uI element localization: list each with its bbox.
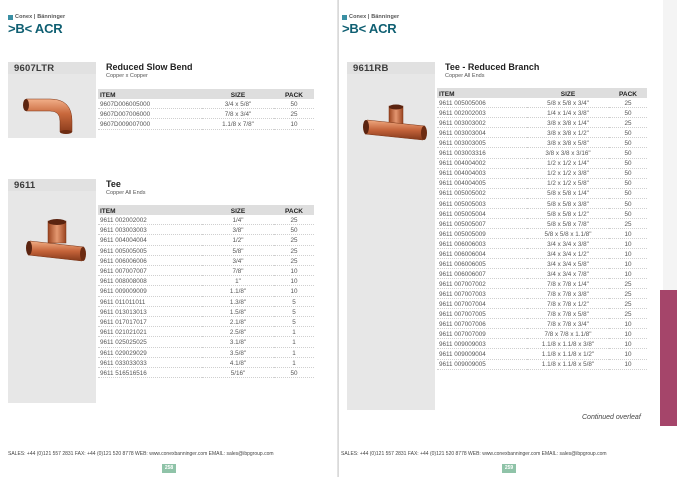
cell-item: 9607D006005000	[98, 100, 202, 109]
cell-size: 5/16"	[202, 369, 274, 378]
table-row	[98, 328, 314, 337]
cell-size: 1.3/8"	[202, 298, 274, 307]
cell-pack: 10	[609, 330, 647, 339]
table-header	[437, 88, 647, 98]
cell-item: 9611 007007007	[98, 267, 202, 276]
cell-item: 9611 006006005	[437, 260, 527, 269]
table-row	[437, 270, 647, 279]
product-section-9607ltr	[8, 62, 314, 142]
table-header	[98, 89, 314, 99]
cell-item: 9611 009009004	[437, 350, 527, 359]
logo-brand-name: Conex | Bänninger	[349, 14, 400, 20]
table-row	[437, 109, 647, 118]
copper-tee-icon	[24, 217, 90, 265]
cell-item: 9611 005005003	[437, 200, 527, 209]
cell-item: 9611 003003004	[437, 129, 527, 138]
cell-size: 1.1/8"	[202, 287, 274, 296]
cell-item: 9611 005005004	[437, 210, 527, 219]
page-footer: SALES: +44 (0)121 557 2831 FAX: +44 (0)121 520 8778 WEB: www.conexbanninger.com EMAIL: sales@ibpgroup.com	[8, 451, 274, 457]
cell-size: 5/8 x 5/8 x 3/4"	[527, 99, 609, 108]
table-row	[98, 216, 314, 225]
brand-logo	[342, 13, 399, 36]
cell-item: 9611 007007002	[437, 280, 527, 289]
copper-reduced-tee-icon	[361, 104, 431, 144]
cell-pack: 50	[609, 109, 647, 118]
cell-item: 9611 006006003	[437, 240, 527, 249]
cell-pack: 50	[609, 200, 647, 209]
table-row	[437, 210, 647, 219]
header-size: SIZE	[230, 208, 246, 215]
cell-item: 9611 003003003	[98, 226, 202, 235]
table-row	[437, 290, 647, 299]
cell-item: 9611 005005002	[437, 189, 527, 198]
cell-size: 1.1/8 x 1.1/8 x 3/8"	[527, 340, 609, 349]
cell-item: 9611 004004004	[98, 236, 202, 245]
cell-size: 7/8 x 3/4"	[202, 110, 274, 119]
cell-pack: 25	[274, 236, 314, 245]
cell-item: 9611 007007006	[437, 320, 527, 329]
cell-pack: 5	[274, 318, 314, 327]
table-row	[98, 236, 314, 245]
product-title: Tee	[106, 179, 121, 189]
cell-pack: 10	[609, 270, 647, 279]
copper-slow-bend-icon	[20, 89, 90, 134]
cell-pack: 25	[609, 220, 647, 229]
header-item: ITEM	[439, 91, 455, 98]
table-row	[437, 179, 647, 188]
table-header	[98, 205, 314, 215]
cell-pack: 25	[609, 280, 647, 289]
cell-size: 3/4 x 3/4 x 3/8"	[527, 240, 609, 249]
cell-pack: 50	[609, 139, 647, 148]
cell-item: 9611 005005007	[437, 220, 527, 229]
cell-item: 9611 007007005	[437, 310, 527, 319]
cell-pack: 50	[274, 369, 314, 378]
cell-size: 5/8"	[202, 247, 274, 256]
product-section-9611	[8, 179, 314, 409]
edge-strip	[663, 0, 677, 290]
table-row	[98, 338, 314, 347]
cell-item: 9611 003003002	[437, 119, 527, 128]
cell-item: 9611 002002003	[437, 109, 527, 118]
table-row	[437, 99, 647, 108]
table-row	[437, 169, 647, 178]
product-heading	[106, 62, 193, 82]
cell-size: 3/4 x 3/4 x 5/8"	[527, 260, 609, 269]
cell-pack: 1	[274, 328, 314, 337]
page-footer: SALES: +44 (0)121 557 2831 FAX: +44 (0)121 520 8778 WEB: www.conexbanninger.com EMAIL: sales@ibpgroup.com	[341, 451, 607, 457]
table-row	[98, 318, 314, 327]
header-pack: PACK	[285, 92, 303, 99]
cell-size: 1.1/8 x 7/8"	[202, 120, 274, 129]
cell-size: 7/8 x 7/8 x 1.1/8"	[527, 330, 609, 339]
table-row	[437, 310, 647, 319]
cell-pack: 50	[274, 100, 314, 109]
cell-item: 9607D007006000	[98, 110, 202, 119]
cell-pack: 50	[609, 159, 647, 168]
product-code-box	[8, 62, 96, 74]
cell-item: 9611 009009005	[437, 360, 527, 369]
header-size: SIZE	[230, 92, 246, 99]
table-row	[98, 226, 314, 235]
cell-item: 9611 021021021	[98, 328, 202, 337]
cell-pack: 10	[609, 260, 647, 269]
cell-pack: 50	[609, 189, 647, 198]
page-number: 259	[502, 464, 516, 473]
cell-size: 7/8 x 7/8 x 1/2"	[527, 300, 609, 309]
table-row	[437, 350, 647, 359]
cell-pack: 25	[274, 257, 314, 266]
cell-size: 1"	[202, 277, 274, 286]
product-title: Reduced Slow Bend	[106, 62, 193, 72]
cell-size: 1/2"	[202, 236, 274, 245]
cell-pack: 25	[274, 216, 314, 225]
table-row	[437, 340, 647, 349]
table-row	[437, 280, 647, 289]
cell-pack: 10	[609, 340, 647, 349]
cell-pack: 10	[609, 320, 647, 329]
cell-size: 7/8 x 7/8 x 3/8"	[527, 290, 609, 299]
cell-size: 1.1/8 x 1.1/8 x 5/8"	[527, 360, 609, 369]
cell-item: 9611 007007009	[437, 330, 527, 339]
table-row	[437, 260, 647, 269]
cell-pack: 1	[274, 338, 314, 347]
cell-size: 3.5/8"	[202, 349, 274, 358]
cell-pack: 25	[609, 290, 647, 299]
logo-acr: >B< ACR	[8, 21, 63, 36]
page-number: 258	[162, 464, 176, 473]
cell-item: 9611 006006004	[437, 250, 527, 259]
product-code: 9611RB	[353, 62, 389, 74]
cell-item: 9611 017017017	[98, 318, 202, 327]
cell-item: 9611 008008008	[98, 277, 202, 286]
cell-size: 2.5/8"	[202, 328, 274, 337]
cell-size: 1.5/8"	[202, 308, 274, 317]
product-code: 9607LTR	[14, 62, 55, 74]
table-row	[98, 359, 314, 368]
cell-size: 7/8 x 7/8 x 5/8"	[527, 310, 609, 319]
table-row	[437, 149, 647, 158]
table-row	[98, 287, 314, 296]
product-subtitle: Copper All Ends	[106, 190, 146, 196]
table-row	[437, 360, 647, 369]
cell-item: 9611 011011011	[98, 298, 202, 307]
cell-pack: 10	[274, 267, 314, 276]
cell-pack: 10	[609, 350, 647, 359]
cell-item: 9611 013013013	[98, 308, 202, 317]
section-tab	[660, 290, 677, 426]
logo-square-icon	[8, 15, 13, 20]
cell-item: 9611 002002002	[98, 216, 202, 225]
cell-pack: 10	[274, 287, 314, 296]
cell-size: 5/8 x 5/8 x 3/8"	[527, 200, 609, 209]
cell-pack: 10	[609, 240, 647, 249]
cell-item: 9607D009007000	[98, 120, 202, 129]
cell-pack: 10	[609, 230, 647, 239]
cell-size: 3/8 x 3/8 x 1/4"	[527, 119, 609, 128]
cell-item: 9611 007007004	[437, 300, 527, 309]
cell-size: 5/8 x 5/8 x 1/2"	[527, 210, 609, 219]
header-size: SIZE	[560, 91, 576, 98]
cell-size: 1/2 x 1/2 x 5/8"	[527, 179, 609, 188]
left-page	[0, 0, 338, 477]
cell-pack: 50	[609, 169, 647, 178]
cell-item: 9611 033033033	[98, 359, 202, 368]
table-row	[437, 139, 647, 148]
right-page	[339, 0, 677, 477]
table-row	[437, 200, 647, 209]
table-row	[437, 119, 647, 128]
cell-item: 9611 003003005	[437, 139, 527, 148]
cell-size: 5/8 x 5/8 x 1.1/8"	[527, 230, 609, 239]
cell-size: 1/4"	[202, 216, 274, 225]
cell-size: 2.1/8"	[202, 318, 274, 327]
cell-item: 9611 004004002	[437, 159, 527, 168]
cell-size: 3/4 x 3/4 x 1/2"	[527, 250, 609, 259]
cell-size: 1/2 x 1/2 x 3/8"	[527, 169, 609, 178]
header-pack: PACK	[285, 208, 303, 215]
table-row	[98, 349, 314, 358]
cell-size: 4.1/8"	[202, 359, 274, 368]
cell-pack: 5	[274, 298, 314, 307]
cell-pack: 1	[274, 359, 314, 368]
cell-pack: 10	[274, 277, 314, 286]
product-title: Tee - Reduced Branch	[445, 62, 540, 72]
cell-item: 9611 007007003	[437, 290, 527, 299]
cell-pack: 1	[274, 349, 314, 358]
cell-size: 3.1/8"	[202, 338, 274, 347]
header-item: ITEM	[100, 208, 116, 215]
brand-logo	[8, 13, 65, 36]
cell-size: 5/8 x 5/8 x 7/8"	[527, 220, 609, 229]
cell-size: 7/8 x 7/8 x 1/4"	[527, 280, 609, 289]
cell-item: 9611 005005006	[437, 99, 527, 108]
table-row	[437, 129, 647, 138]
cell-pack: 10	[609, 250, 647, 259]
table-row	[98, 369, 314, 378]
table-row	[437, 250, 647, 259]
table-row	[98, 298, 314, 307]
table-row	[437, 220, 647, 229]
cell-pack: 25	[609, 310, 647, 319]
cell-item: 9611 009009003	[437, 340, 527, 349]
table-row	[437, 330, 647, 339]
product-code-box	[8, 179, 96, 191]
cell-size: 3/8 x 3/8 x 1/2"	[527, 129, 609, 138]
table-row	[98, 110, 314, 119]
table-row	[437, 300, 647, 309]
cell-item: 9611 516516516	[98, 369, 202, 378]
table-row	[98, 308, 314, 317]
cell-pack: 25	[274, 110, 314, 119]
product-subtitle: Copper x Copper	[106, 73, 148, 79]
cell-size: 1/4 x 1/4 x 3/8"	[527, 109, 609, 118]
product-code: 9611	[14, 179, 36, 191]
cell-size: 1/2 x 1/2 x 1/4"	[527, 159, 609, 168]
cell-pack: 10	[609, 360, 647, 369]
cell-size: 3/8 x 3/8 x 3/16"	[527, 149, 609, 158]
continued-overleaf: Continued overleaf	[582, 414, 641, 421]
cell-pack: 25	[274, 247, 314, 256]
cell-item: 9611 004004003	[437, 169, 527, 178]
cell-item: 9611 025025025	[98, 338, 202, 347]
cell-pack: 10	[274, 120, 314, 129]
product-section-9611rb	[347, 62, 657, 417]
table-row	[98, 247, 314, 256]
table-row	[437, 240, 647, 249]
cell-item: 9611 006006007	[437, 270, 527, 279]
cell-pack: 25	[609, 300, 647, 309]
product-heading	[445, 62, 539, 82]
cell-item: 9611 005005009	[437, 230, 527, 239]
cell-item: 9611 029029029	[98, 349, 202, 358]
cell-pack: 50	[609, 210, 647, 219]
cell-pack: 50	[609, 129, 647, 138]
logo-square-icon	[342, 15, 347, 20]
table-row	[437, 189, 647, 198]
table-row	[98, 257, 314, 266]
table-row	[98, 277, 314, 286]
product-code-box	[347, 62, 435, 74]
cell-item: 9611 005005005	[98, 247, 202, 256]
table-row	[437, 320, 647, 329]
cell-item: 9611 006006006	[98, 257, 202, 266]
cell-pack: 50	[609, 179, 647, 188]
cell-size: 3/8 x 3/8 x 5/8"	[527, 139, 609, 148]
cell-item: 9611 009009009	[98, 287, 202, 296]
cell-pack: 25	[609, 119, 647, 128]
product-subtitle: Copper All Ends	[445, 73, 485, 79]
table-row	[437, 230, 647, 239]
logo-acr: >B< ACR	[342, 21, 397, 36]
header-item: ITEM	[100, 92, 116, 99]
cell-size: 7/8 x 7/8 x 3/4"	[527, 320, 609, 329]
table-row	[98, 267, 314, 276]
cell-size: 3/4 x 3/4 x 7/8"	[527, 270, 609, 279]
cell-size: 1.1/8 x 1.1/8 x 1/2"	[527, 350, 609, 359]
cell-pack: 50	[609, 149, 647, 158]
table-row	[437, 159, 647, 168]
cell-size: 3/4"	[202, 257, 274, 266]
cell-pack: 5	[274, 308, 314, 317]
cell-item: 9611 004004005	[437, 179, 527, 188]
table-row	[98, 120, 314, 129]
cell-size: 7/8"	[202, 267, 274, 276]
cell-item: 9611 003003316	[437, 149, 527, 158]
cell-size: 3/8"	[202, 226, 274, 235]
cell-size: 3/4 x 5/8"	[202, 100, 274, 109]
product-heading	[106, 179, 145, 199]
logo-brand-name: Conex | Bänninger	[15, 14, 66, 20]
cell-pack: 25	[609, 99, 647, 108]
cell-pack: 50	[274, 226, 314, 235]
cell-size: 5/8 x 5/8 x 1/4"	[527, 189, 609, 198]
table-row	[98, 100, 314, 109]
header-pack: PACK	[619, 91, 637, 98]
